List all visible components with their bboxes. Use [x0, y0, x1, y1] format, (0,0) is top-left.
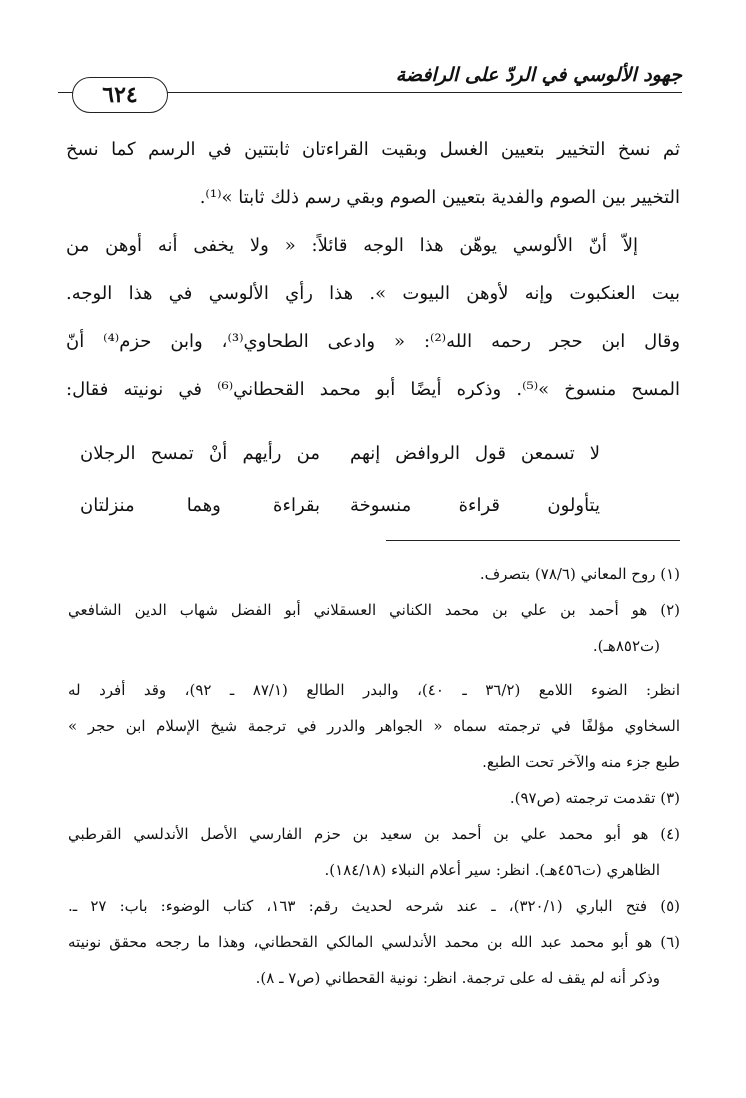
verse-first-hemistich: يتأولون قراءة منسوخة	[350, 495, 600, 516]
poem	[80, 428, 600, 532]
body-line: المسح منسوخ »⁽⁵⁾. وذكره أيضًا أبو محمد القحطاني⁽⁶⁾ في نونيته فقال:	[66, 379, 680, 400]
body-line: إلاّ أنّ الألوسي يوهّن هذا الوجه قائلاً: « ولا يخفى أنه أوهن من	[66, 235, 638, 256]
footnote-line: (ت٨٥٢هـ).	[592, 637, 660, 655]
body-line: وقال ابن حجر رحمه الله⁽²⁾: « وادعى الطحاوي⁽³⁾، وابن حزم⁽⁴⁾ أنّ	[66, 331, 681, 352]
footnote-line: وذكر أنه لم يقف له على ترجمة. انظر: نونية القحطاني (ص٧ ـ ٨).	[255, 969, 660, 987]
page-number: ٦٢٤	[72, 77, 168, 113]
footnote-line: الظاهري (ت٤٥٦هـ). انظر: سير أعلام النبلاء (١٨٤/١٨).	[324, 861, 660, 879]
footnote-line: انظر: الضوء اللامع (٣٦/٢ ـ ٤٠)، والبدر الطالع (٨٧/١ ـ ٩٢)، وقد أفرد له	[68, 681, 680, 699]
main-text	[66, 126, 680, 414]
footnote-line: (٢) هو أحمد بن علي بن محمد الكناني العسقلاني أبو الفضل شهاب الدين الشافعي	[68, 601, 680, 619]
footnote-line: طبع جزء منه والآخر تحت الطبع.	[482, 753, 680, 771]
poem-verse	[80, 428, 600, 480]
footnote-line: (٣) تقدمت ترجمته (ص٩٧).	[509, 789, 680, 807]
verse-second-hemistich: بقراءة وهما منزلتان	[80, 495, 320, 516]
verse-first-hemistich: لا تسمعن قول الروافض إنهم	[350, 443, 600, 464]
poem-verse	[80, 480, 600, 532]
footnote-line: السخاوي مؤلفًا في ترجمته سماه « الجواهر والدرر في ترجمة شيخ الإسلام ابن حجر »	[68, 717, 680, 735]
footnote-line: (٥) فتح الباري (٣٢٠/١)، ـ عند شرحه لحديث رقم: ١٦٣، كتاب الوضوء: باب: ٢٧ ـ.	[68, 897, 680, 915]
body-line: بيت العنكبوت وإنه لأوهن البيوت ». هذا رأي الألوسي في هذا الوجه.	[66, 283, 680, 304]
footnote-line: (١) روح المعاني (٧٨/٦) بتصرف.	[479, 565, 680, 583]
footnote-line: (٦) هو أبو محمد عبد الله بن محمد الأندلسي المالكي القحطاني، وهذا ما رجحه محقق نونيته	[68, 933, 680, 951]
footnote-separator	[386, 540, 680, 541]
footnote-line: (٤) هو أبو محمد علي بن أحمد بن سعيد بن حزم الفارسي الأصل الأندلسي القرطبي	[68, 825, 680, 843]
body-line: ثم نسخ التخيير بتعيين الغسل وبقيت القراءتان ثابتتين في الرسم كما نسخ	[66, 139, 680, 160]
running-title: جهود الألوسي في الردّ على الرافضة	[395, 64, 682, 86]
footnotes	[68, 556, 680, 996]
verse-second-hemistich: من رأيهم أنْ تمسح الرجلان	[80, 443, 320, 464]
body-line: التخيير بين الصوم والفدية بتعيين الصوم وبقي رسم ذلك ثابتا »⁽¹⁾.	[199, 187, 680, 208]
page-header	[58, 58, 682, 118]
